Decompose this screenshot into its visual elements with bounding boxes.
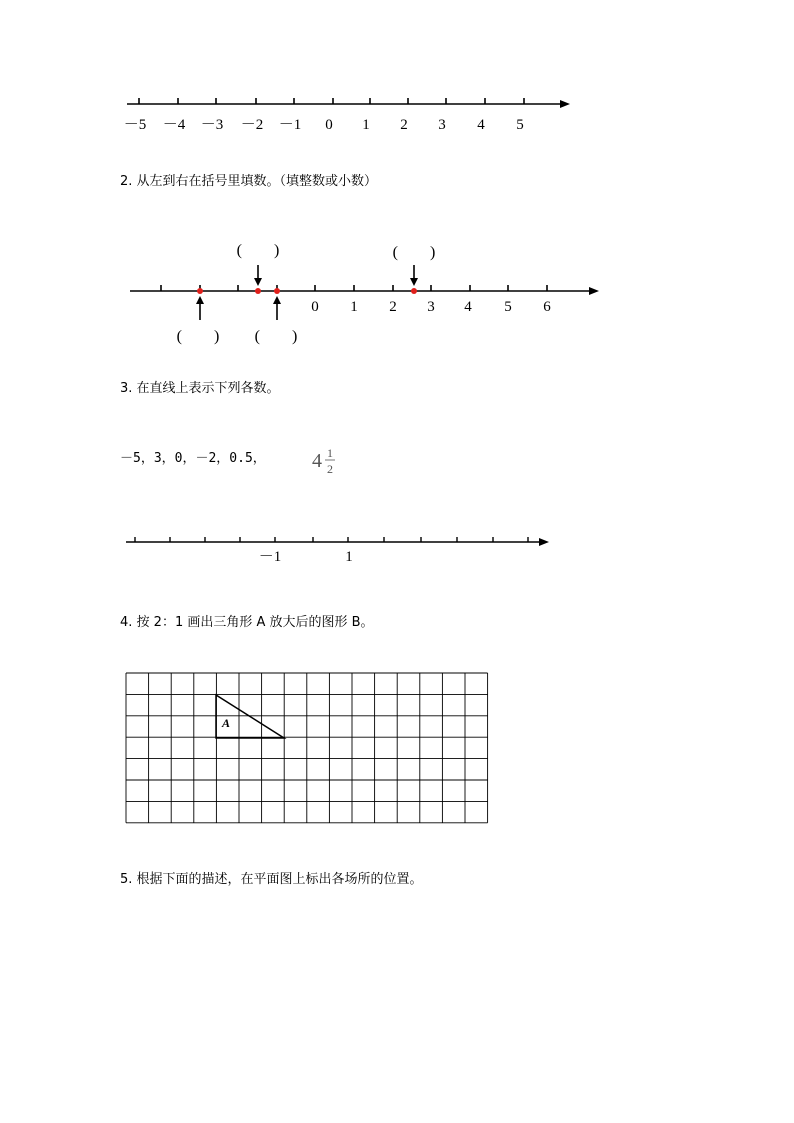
q3-mixed-number bbox=[312, 446, 335, 476]
q2-blank-top-2[interactable]: ( ) bbox=[392, 244, 436, 261]
q2-arrowhead-down-2 bbox=[410, 278, 418, 286]
q3-mixed-numerator: 1 bbox=[327, 446, 333, 460]
q2-axis-arrow bbox=[589, 287, 599, 295]
q2-title: 2. 从左到右在括号里填数。（填整数或小数） bbox=[120, 174, 378, 189]
q3-axis-arrow bbox=[539, 538, 549, 546]
q2-blank-top-1[interactable]: ( ) bbox=[236, 242, 280, 259]
q1-tick-label: －5 bbox=[123, 117, 147, 133]
q1-tick-label: 3 bbox=[438, 117, 446, 133]
q1-tick-label: 0 bbox=[325, 117, 333, 133]
q2-tick-label: 3 bbox=[427, 299, 435, 315]
q3-mixed-whole: 4 bbox=[312, 450, 322, 472]
q2-arrowhead-down-1 bbox=[254, 278, 262, 286]
q2-red-point bbox=[274, 288, 280, 294]
q2-red-point bbox=[197, 288, 203, 294]
q2-tick-label: 6 bbox=[543, 299, 551, 315]
q2-arrowhead-up-1 bbox=[196, 296, 204, 304]
q3-mixed-denominator: 2 bbox=[327, 462, 333, 476]
q4-triangle-a bbox=[216, 695, 284, 738]
q2-tick-label: 4 bbox=[464, 299, 472, 315]
q2-arrowhead-up-2 bbox=[273, 296, 281, 304]
q2-tick-label: 1 bbox=[350, 299, 358, 315]
q1-axis-arrow bbox=[560, 100, 570, 108]
triangle-a-label: A bbox=[222, 716, 231, 730]
q1-tick-label: 5 bbox=[516, 117, 524, 133]
q4-grid bbox=[126, 673, 488, 823]
q1-tick-label: －2 bbox=[240, 117, 264, 133]
q2-red-point bbox=[255, 288, 261, 294]
q2-tick-label: 2 bbox=[389, 299, 397, 315]
q2-tick-label: 0 bbox=[311, 299, 319, 315]
q1-tick-label: 2 bbox=[400, 117, 408, 133]
q2-blank-bottom-1[interactable]: ( ) bbox=[176, 328, 220, 345]
q3-tick-label: 1 bbox=[345, 549, 353, 565]
q5-title: 5. 根据下面的描述，在平面图上标出各场所的位置。 bbox=[120, 872, 423, 887]
q1-tick-label: －3 bbox=[200, 117, 224, 133]
q2-blank-bottom-2[interactable]: ( ) bbox=[254, 328, 298, 345]
q3-tick-label: －1 bbox=[258, 549, 282, 565]
q2-red-point bbox=[411, 288, 417, 294]
q3-numbers: －5，3，0，－2，0.5， bbox=[120, 451, 266, 466]
q3-title: 3. 在直线上表示下列各数。 bbox=[120, 381, 280, 396]
q1-tick-label: －4 bbox=[162, 117, 186, 133]
q4-title: 4. 按 2：1 画出三角形 A 放大后的图形 B。 bbox=[120, 615, 374, 630]
q1-tick-label: 4 bbox=[477, 117, 485, 133]
q1-tick-label: 1 bbox=[362, 117, 370, 133]
q1-tick-label: －1 bbox=[278, 117, 302, 133]
q2-tick-label: 5 bbox=[504, 299, 512, 315]
